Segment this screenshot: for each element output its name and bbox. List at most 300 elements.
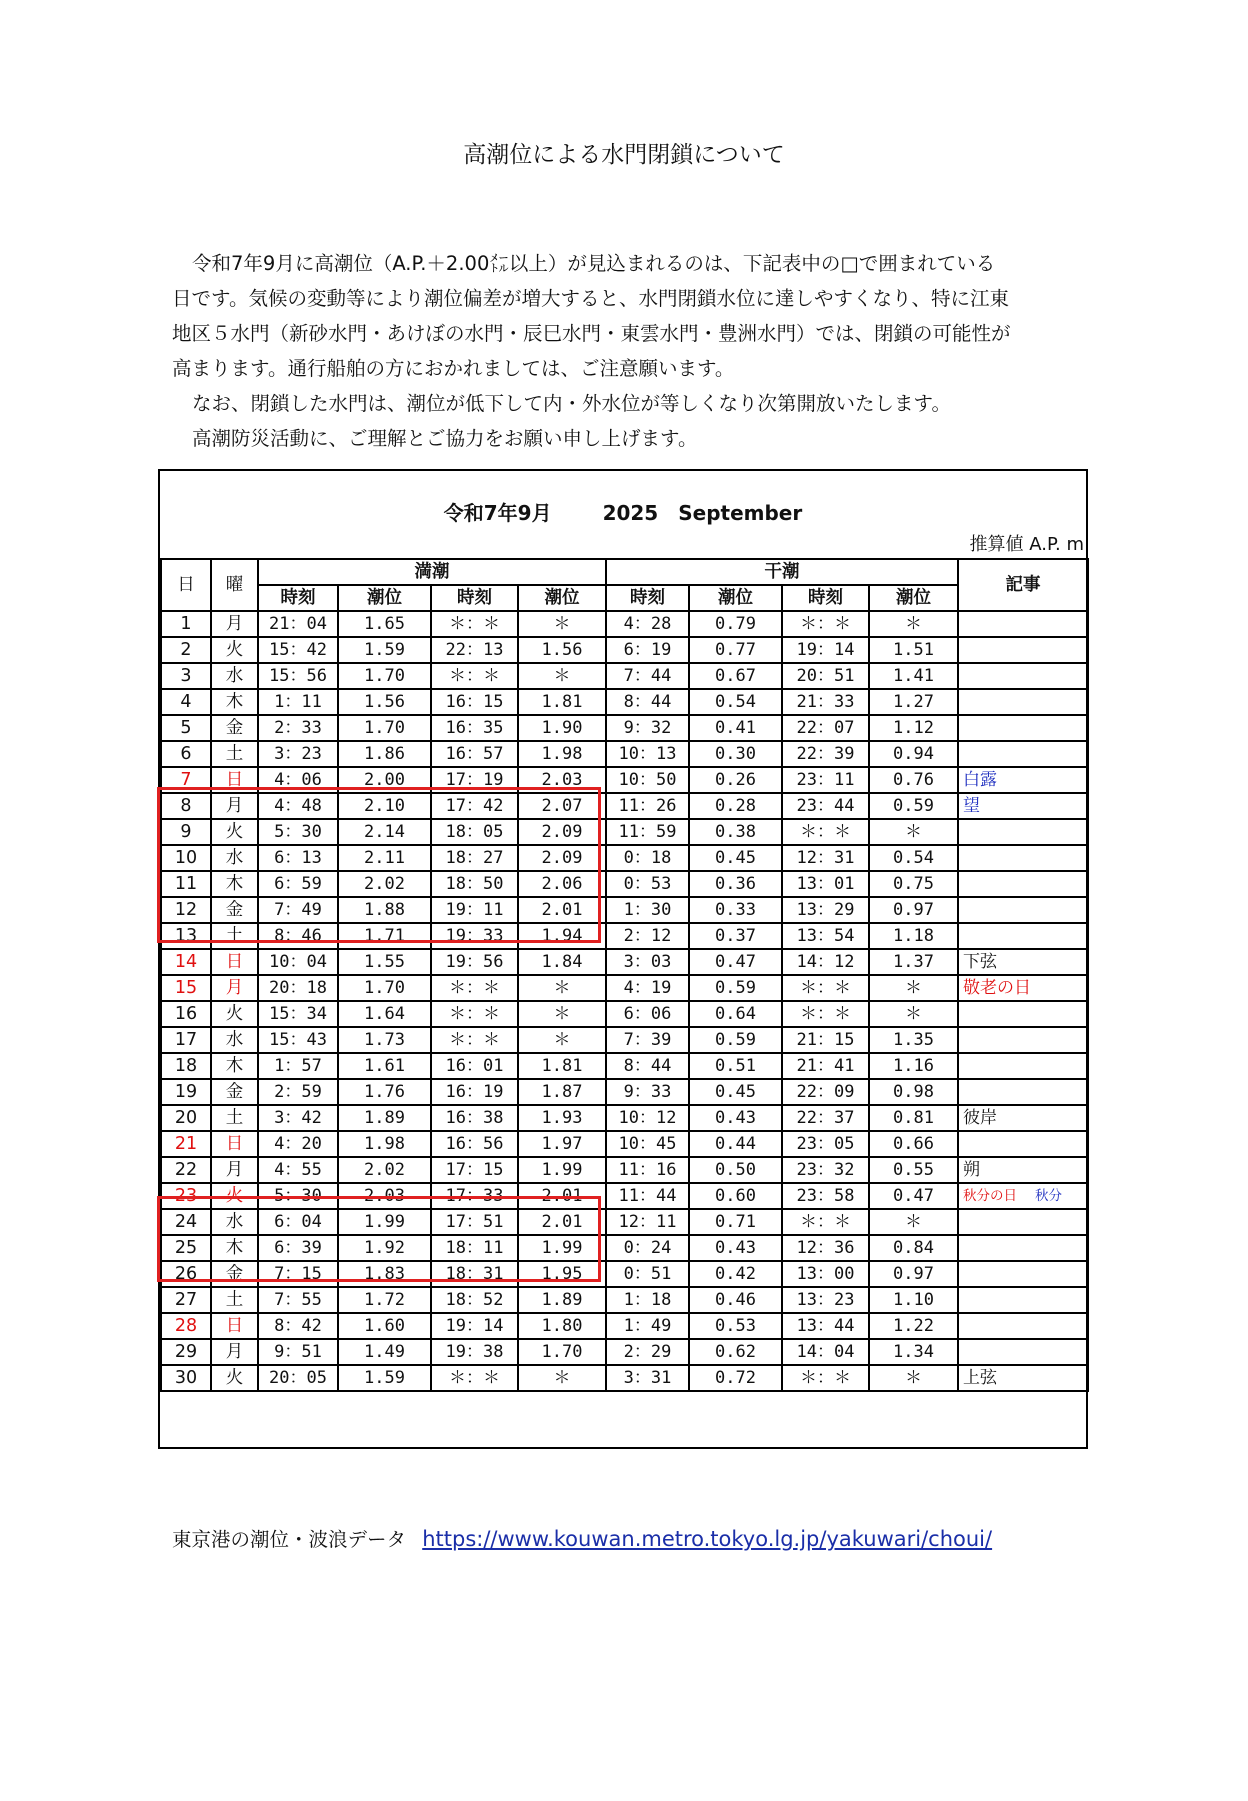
level-cell: 0.55: [869, 1157, 958, 1183]
time-cell: 1：49: [606, 1313, 689, 1339]
level-cell: 2.01: [518, 897, 606, 923]
table-row: [161, 1131, 1088, 1157]
note-cell: [958, 767, 1088, 793]
tide-table: [160, 558, 1089, 1392]
level-cell: 0.36: [689, 871, 782, 897]
table-title-en: 2025 September: [602, 501, 803, 525]
level-cell: 1.59: [338, 1365, 431, 1391]
time-cell: 21：15: [782, 1027, 869, 1053]
tide-data-link[interactable]: https://www.kouwan.metro.tokyo.lg.jp/yakuwari/choui/: [422, 1527, 993, 1551]
level-cell: 1.81: [518, 689, 606, 715]
time-cell: 14：12: [782, 949, 869, 975]
level-cell: 1.87: [518, 1079, 606, 1105]
table-row: [161, 741, 1088, 767]
intro-line: 地区５水門（新砂水門・あけぼの水門・辰巳水門・東雲水門・豊洲水門）では、閉鎖の可能性が: [172, 322, 1011, 345]
table-row: [161, 897, 1088, 923]
day-cell: 7: [161, 767, 211, 793]
table-row: [161, 845, 1088, 871]
time-cell: 16：35: [431, 715, 518, 741]
note-cell: [958, 923, 1088, 949]
time-cell: 16：56: [431, 1131, 518, 1157]
level-cell: 1.64: [338, 1001, 431, 1027]
day-cell: 12: [161, 897, 211, 923]
level-cell: 0.94: [869, 741, 958, 767]
day-cell: 17: [161, 1027, 211, 1053]
time-cell: 22：39: [782, 741, 869, 767]
level-cell: 2.14: [338, 819, 431, 845]
time-cell: 2：29: [606, 1339, 689, 1365]
time-cell: 6：39: [258, 1235, 338, 1261]
day-cell: 27: [161, 1287, 211, 1313]
time-cell: 16：38: [431, 1105, 518, 1131]
day-cell: 8: [161, 793, 211, 819]
level-cell: 1.27: [869, 689, 958, 715]
note-cell: [958, 871, 1088, 897]
level-cell: 0.54: [689, 689, 782, 715]
weekday-cell: 木: [211, 1053, 258, 1079]
level-cell: 2.07: [518, 793, 606, 819]
table-title: [158, 497, 1088, 526]
time-cell: 7：44: [606, 663, 689, 689]
time-cell: 12：11: [606, 1209, 689, 1235]
level-cell: 1.81: [518, 1053, 606, 1079]
time-cell: 0：18: [606, 845, 689, 871]
level-cell: ＊: [869, 1365, 958, 1391]
header-notes: 記事: [958, 559, 1088, 611]
day-cell: 18: [161, 1053, 211, 1079]
level-cell: ＊: [518, 1365, 606, 1391]
time-cell: 1：57: [258, 1053, 338, 1079]
time-cell: 7：15: [258, 1261, 338, 1287]
table-row: [161, 1001, 1088, 1027]
time-cell: 4：28: [606, 611, 689, 637]
level-cell: 2.11: [338, 845, 431, 871]
time-cell: 19：38: [431, 1339, 518, 1365]
level-cell: 0.97: [869, 1261, 958, 1287]
day-cell: 3: [161, 663, 211, 689]
time-cell: 11：44: [606, 1183, 689, 1209]
level-cell: 0.44: [689, 1131, 782, 1157]
level-cell: 1.34: [869, 1339, 958, 1365]
level-cell: 1.55: [338, 949, 431, 975]
table-row: [161, 611, 1088, 637]
note-cell: [958, 1287, 1088, 1313]
time-cell: 4：48: [258, 793, 338, 819]
header-level: 潮位: [518, 585, 606, 611]
level-cell: 1.92: [338, 1235, 431, 1261]
level-cell: 0.50: [689, 1157, 782, 1183]
note-cell: [958, 949, 1088, 975]
time-cell: 16：19: [431, 1079, 518, 1105]
level-cell: ＊: [518, 611, 606, 637]
day-cell: 9: [161, 819, 211, 845]
note-cell: [958, 1053, 1088, 1079]
time-cell: 16：15: [431, 689, 518, 715]
weekday-cell: 火: [211, 819, 258, 845]
weekday-cell: 土: [211, 1287, 258, 1313]
intro-line: 高潮防災活動に、ご理解とご協力をお願い申し上げます。: [192, 427, 698, 450]
level-cell: 0.43: [689, 1235, 782, 1261]
intro-line: 令和7年9月に高潮位（A.P.＋2.00㍍以上）が見込まれるのは、下記表中の□で囲まれている: [192, 252, 996, 275]
note-cell: [958, 1235, 1088, 1261]
table-row: [161, 1053, 1088, 1079]
level-cell: 1.10: [869, 1287, 958, 1313]
time-cell: 12：36: [782, 1235, 869, 1261]
header-time: 時刻: [782, 585, 869, 611]
level-cell: ＊: [518, 1027, 606, 1053]
level-cell: 0.43: [689, 1105, 782, 1131]
time-cell: 22：07: [782, 715, 869, 741]
weekday-cell: 月: [211, 1157, 258, 1183]
intro-line: なお、閉鎖した水門は、潮位が低下して内・外水位が等しくなり次第開放いたします。: [192, 392, 951, 415]
time-cell: 2：33: [258, 715, 338, 741]
intro-text: [172, 246, 1092, 456]
header-high-tide: 満潮: [258, 559, 606, 585]
time-cell: ＊：＊: [431, 611, 518, 637]
time-cell: 11：16: [606, 1157, 689, 1183]
level-cell: 1.70: [338, 715, 431, 741]
level-cell: 0.33: [689, 897, 782, 923]
level-cell: 0.47: [869, 1183, 958, 1209]
level-cell: ＊: [869, 819, 958, 845]
day-cell: 30: [161, 1365, 211, 1391]
level-cell: 0.98: [869, 1079, 958, 1105]
level-cell: 0.60: [689, 1183, 782, 1209]
note-cell: [958, 611, 1088, 637]
level-cell: 1.56: [338, 689, 431, 715]
time-cell: ＊：＊: [782, 975, 869, 1001]
time-cell: 6：04: [258, 1209, 338, 1235]
time-cell: 15：34: [258, 1001, 338, 1027]
level-cell: ＊: [518, 975, 606, 1001]
time-cell: 14：04: [782, 1339, 869, 1365]
time-cell: 13：00: [782, 1261, 869, 1287]
day-cell: 1: [161, 611, 211, 637]
weekday-cell: 土: [211, 1105, 258, 1131]
weekday-cell: 月: [211, 611, 258, 637]
time-cell: 10：04: [258, 949, 338, 975]
intro-line: 日です。気候の変動等により潮位偏差が増大すると、水門閉鎖水位に達しやすくなり、特に江東: [172, 287, 1009, 310]
day-cell: 20: [161, 1105, 211, 1131]
table-row: [161, 1157, 1088, 1183]
time-cell: 23：05: [782, 1131, 869, 1157]
day-cell: 13: [161, 923, 211, 949]
time-cell: 18：05: [431, 819, 518, 845]
weekday-cell: 水: [211, 1209, 258, 1235]
table-row: [161, 793, 1088, 819]
level-cell: 0.54: [869, 845, 958, 871]
weekday-cell: 火: [211, 1365, 258, 1391]
level-cell: ＊: [518, 663, 606, 689]
time-cell: ＊：＊: [431, 1365, 518, 1391]
day-cell: 29: [161, 1339, 211, 1365]
level-cell: 0.45: [689, 845, 782, 871]
table-row: [161, 689, 1088, 715]
weekday-cell: 日: [211, 1313, 258, 1339]
weekday-cell: 火: [211, 637, 258, 663]
note-cell: [958, 1339, 1088, 1365]
level-cell: 2.01: [518, 1183, 606, 1209]
weekday-cell: 水: [211, 845, 258, 871]
time-cell: 18：31: [431, 1261, 518, 1287]
time-cell: 3：03: [606, 949, 689, 975]
time-cell: 21：04: [258, 611, 338, 637]
level-cell: ＊: [869, 611, 958, 637]
level-cell: 1.90: [518, 715, 606, 741]
note-text: 敬老の日: [963, 978, 1031, 998]
table-row: [161, 871, 1088, 897]
time-cell: 13：29: [782, 897, 869, 923]
note-cell: [958, 975, 1088, 1001]
time-cell: 6：13: [258, 845, 338, 871]
level-cell: 2.02: [338, 1157, 431, 1183]
time-cell: 19：14: [431, 1313, 518, 1339]
level-cell: ＊: [869, 1209, 958, 1235]
level-cell: 1.86: [338, 741, 431, 767]
table-row: [161, 923, 1088, 949]
day-cell: 26: [161, 1261, 211, 1287]
time-cell: 9：32: [606, 715, 689, 741]
footer: [172, 1524, 992, 1552]
table-row: [161, 1261, 1088, 1287]
level-cell: 1.99: [518, 1235, 606, 1261]
table-row: [161, 975, 1088, 1001]
level-cell: 1.65: [338, 611, 431, 637]
time-cell: ＊：＊: [431, 1027, 518, 1053]
level-cell: 0.45: [689, 1079, 782, 1105]
time-cell: 23：11: [782, 767, 869, 793]
note-text: 下弦: [963, 952, 997, 972]
day-cell: 25: [161, 1235, 211, 1261]
time-cell: 8：44: [606, 689, 689, 715]
level-cell: 1.70: [338, 975, 431, 1001]
time-cell: 2：12: [606, 923, 689, 949]
table-row: [161, 1287, 1088, 1313]
time-cell: 21：41: [782, 1053, 869, 1079]
time-cell: 16：01: [431, 1053, 518, 1079]
header-day: 日: [161, 559, 211, 611]
level-cell: 1.73: [338, 1027, 431, 1053]
note-cell: [958, 845, 1088, 871]
time-cell: 3：42: [258, 1105, 338, 1131]
time-cell: 6：19: [606, 637, 689, 663]
header-level: 潮位: [869, 585, 958, 611]
time-cell: 9：33: [606, 1079, 689, 1105]
weekday-cell: 金: [211, 715, 258, 741]
level-cell: 2.06: [518, 871, 606, 897]
day-cell: 24: [161, 1209, 211, 1235]
time-cell: ＊：＊: [431, 663, 518, 689]
level-cell: 1.41: [869, 663, 958, 689]
level-cell: 1.49: [338, 1339, 431, 1365]
time-cell: 4：20: [258, 1131, 338, 1157]
level-cell: 1.61: [338, 1053, 431, 1079]
level-cell: 2.02: [338, 871, 431, 897]
day-cell: 4: [161, 689, 211, 715]
level-cell: 1.95: [518, 1261, 606, 1287]
level-cell: 1.16: [869, 1053, 958, 1079]
time-cell: 5：30: [258, 819, 338, 845]
time-cell: 18：11: [431, 1235, 518, 1261]
time-cell: 22：09: [782, 1079, 869, 1105]
time-cell: 17：15: [431, 1157, 518, 1183]
time-cell: 21：33: [782, 689, 869, 715]
level-cell: 0.59: [689, 1027, 782, 1053]
weekday-cell: 土: [211, 741, 258, 767]
header-time: 時刻: [431, 585, 518, 611]
level-cell: 0.37: [689, 923, 782, 949]
level-cell: 0.62: [689, 1339, 782, 1365]
table-row: [161, 1235, 1088, 1261]
time-cell: 10：13: [606, 741, 689, 767]
level-cell: 0.72: [689, 1365, 782, 1391]
level-cell: 1.93: [518, 1105, 606, 1131]
day-cell: 22: [161, 1157, 211, 1183]
level-cell: 0.38: [689, 819, 782, 845]
time-cell: 13：54: [782, 923, 869, 949]
table-row: [161, 1105, 1088, 1131]
level-cell: 0.28: [689, 793, 782, 819]
time-cell: 17：33: [431, 1183, 518, 1209]
day-cell: 11: [161, 871, 211, 897]
time-cell: 15：42: [258, 637, 338, 663]
time-cell: 11：59: [606, 819, 689, 845]
day-cell: 16: [161, 1001, 211, 1027]
level-cell: 1.99: [338, 1209, 431, 1235]
level-cell: 0.64: [689, 1001, 782, 1027]
note-cell: [958, 793, 1088, 819]
note-text: 上弦: [963, 1368, 997, 1388]
note-cell: [958, 741, 1088, 767]
page-title: 高潮位による水門閉鎖について: [463, 142, 785, 168]
level-cell: 0.81: [869, 1105, 958, 1131]
time-cell: 1：11: [258, 689, 338, 715]
header-level: 潮位: [338, 585, 431, 611]
time-cell: 7：49: [258, 897, 338, 923]
weekday-cell: 水: [211, 663, 258, 689]
footer-label: 東京港の潮位・波浪データ: [172, 1528, 407, 1551]
weekday-cell: 日: [211, 949, 258, 975]
level-cell: 2.09: [518, 819, 606, 845]
time-cell: 11：26: [606, 793, 689, 819]
unit-label: 推算値 A.P. m: [969, 534, 1084, 555]
note-cell: [958, 819, 1088, 845]
level-cell: 0.51: [689, 1053, 782, 1079]
time-cell: 7：39: [606, 1027, 689, 1053]
time-cell: 20：18: [258, 975, 338, 1001]
time-cell: 1：18: [606, 1287, 689, 1313]
level-cell: 2.09: [518, 845, 606, 871]
table-row: [161, 949, 1088, 975]
level-cell: 0.59: [869, 793, 958, 819]
time-cell: 19：33: [431, 923, 518, 949]
level-cell: 0.84: [869, 1235, 958, 1261]
time-cell: 13：44: [782, 1313, 869, 1339]
day-cell: 2: [161, 637, 211, 663]
time-cell: 4：55: [258, 1157, 338, 1183]
level-cell: 1.88: [338, 897, 431, 923]
time-cell: 23：58: [782, 1183, 869, 1209]
time-cell: 3：23: [258, 741, 338, 767]
time-cell: 19：11: [431, 897, 518, 923]
note-cell: [958, 1079, 1088, 1105]
note-cell: [958, 1001, 1088, 1027]
level-cell: 0.76: [869, 767, 958, 793]
note-cell: [958, 1131, 1088, 1157]
level-cell: 0.79: [689, 611, 782, 637]
table-row: [161, 767, 1088, 793]
level-cell: 2.01: [518, 1209, 606, 1235]
level-cell: 1.37: [869, 949, 958, 975]
level-cell: 1.12: [869, 715, 958, 741]
time-cell: 10：12: [606, 1105, 689, 1131]
level-cell: 1.84: [518, 949, 606, 975]
level-cell: 1.60: [338, 1313, 431, 1339]
time-cell: 10：50: [606, 767, 689, 793]
time-cell: 7：55: [258, 1287, 338, 1313]
weekday-cell: 火: [211, 1183, 258, 1209]
table-row: [161, 663, 1088, 689]
note-cell: [958, 1209, 1088, 1235]
note-text-secondary: 秋分: [1035, 1188, 1062, 1204]
time-cell: 4：19: [606, 975, 689, 1001]
day-cell: 5: [161, 715, 211, 741]
table-row: [161, 1079, 1088, 1105]
time-cell: 23：32: [782, 1157, 869, 1183]
level-cell: ＊: [869, 975, 958, 1001]
table-row: [161, 1209, 1088, 1235]
note-cell: [958, 897, 1088, 923]
level-cell: 0.67: [689, 663, 782, 689]
level-cell: 0.47: [689, 949, 782, 975]
table-title-jp: 令和7年9月: [443, 501, 552, 525]
level-cell: 1.99: [518, 1157, 606, 1183]
level-cell: 2.03: [338, 1183, 431, 1209]
time-cell: 0：24: [606, 1235, 689, 1261]
time-cell: 18：52: [431, 1287, 518, 1313]
level-cell: 1.98: [338, 1131, 431, 1157]
note-cell: [958, 1157, 1088, 1183]
note-text: 秋分の日: [963, 1188, 1017, 1204]
time-cell: 13：01: [782, 871, 869, 897]
time-cell: 12：31: [782, 845, 869, 871]
time-cell: ＊：＊: [782, 611, 869, 637]
note-cell: [958, 1261, 1088, 1287]
level-cell: 0.26: [689, 767, 782, 793]
time-cell: 22：37: [782, 1105, 869, 1131]
table-row: [161, 819, 1088, 845]
time-cell: 10：45: [606, 1131, 689, 1157]
level-cell: ＊: [518, 1001, 606, 1027]
table-row: [161, 1365, 1088, 1391]
header-time: 時刻: [606, 585, 689, 611]
day-cell: 21: [161, 1131, 211, 1157]
level-cell: 0.59: [689, 975, 782, 1001]
header-low-tide: 干潮: [606, 559, 958, 585]
level-cell: ＊: [869, 1001, 958, 1027]
day-cell: 6: [161, 741, 211, 767]
time-cell: 1：30: [606, 897, 689, 923]
time-cell: 17：51: [431, 1209, 518, 1235]
time-cell: 2：59: [258, 1079, 338, 1105]
day-cell: 28: [161, 1313, 211, 1339]
weekday-cell: 木: [211, 871, 258, 897]
level-cell: 1.70: [338, 663, 431, 689]
table-row: [161, 637, 1088, 663]
level-cell: 1.94: [518, 923, 606, 949]
time-cell: ＊：＊: [782, 1209, 869, 1235]
note-text: 朔: [963, 1160, 980, 1180]
